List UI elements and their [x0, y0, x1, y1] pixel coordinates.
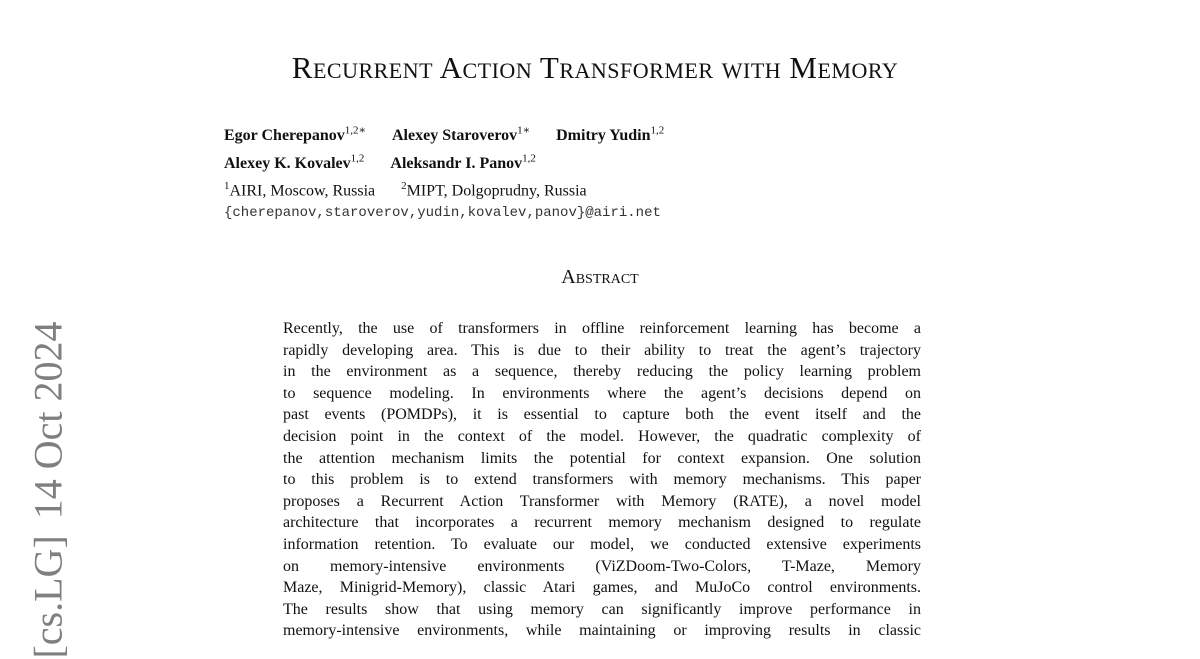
abstract-text: [283, 318, 921, 642]
abstract-line: the attention mechanism limits the potential for context expansion. One solution: [283, 449, 921, 467]
abstract-line: on memory-intensive environments (ViZDoom-Two-Colors, T-Maze, Memory: [283, 557, 921, 575]
abstract-line: architecture that incorporates a recurrent memory mechanism designed to regulate: [283, 514, 921, 532]
abstract-line: past events (POMDPs), it is essential to capture both the event itself and the: [283, 406, 921, 424]
abstract-line: decision point in the context of the model. However, the quadratic complexity of: [283, 427, 921, 445]
abstract-line: to this problem is to extend transformers with memory mechanisms. This paper: [283, 471, 921, 489]
author-name: Aleksandr I. Panov$^{1,2}$: [390, 152, 536, 172]
abstract-line: rapidly developing area. This is due to their ability to treat the agent’s trajectory: [283, 341, 921, 359]
abstract-heading: Abstract: [561, 266, 639, 288]
abstract-line: memory-intensive environments, while maintaining or improving results in classic: [283, 622, 921, 640]
abstract-line: Maze, Minigrid-Memory), classic Atari games, and MuJoCo control environments.: [283, 579, 921, 597]
arxiv-side-stamp: [25, 305, 72, 658]
author-name: Alexey Staroverov$^{1∗}$: [391, 125, 531, 145]
author-email: {cherepanov,staroverov,yudin,kovalev,panov}@airi.net: [224, 204, 661, 221]
abstract-line: proposes a Recurrent Action Transformer with Memory (RATE), a novel model: [283, 492, 921, 510]
abstract-line: The results show that using memory can significantly improve performance in: [283, 600, 921, 618]
affiliations: $^1$AIRI, Moscow, Russia $^2$MIPT, Dolgoprudny, Russia: [224, 179, 587, 199]
abstract-line: information retention. To evaluate our model, we conducted extensive experiments: [283, 535, 921, 553]
author-name: Alexey K. Kovalev$^{1,2}$: [224, 152, 365, 172]
abstract-line: in the environment as a sequence, thereby reducing the policy learning problem: [283, 363, 921, 381]
author-name: Egor Cherepanov$^{1,2∗}$: [224, 125, 366, 145]
arxiv-date: 14 Oct 2024: [25, 321, 71, 520]
paper-title: Recurrent Action Transformer with Memory: [291, 50, 899, 85]
author-line-2: [224, 147, 664, 174]
author-block: [224, 120, 664, 224]
author-name: Dmitry Yudin$^{1,2}$: [556, 125, 665, 145]
author-line-1: [224, 120, 664, 147]
arxiv-category: [cs.LG]: [25, 535, 71, 659]
abstract-line: to sequence modeling. In environments where the agent’s decisions depend on: [283, 384, 921, 402]
abstract-line: Recently, the use of transformers in offline reinforcement learning has become a: [283, 320, 921, 337]
